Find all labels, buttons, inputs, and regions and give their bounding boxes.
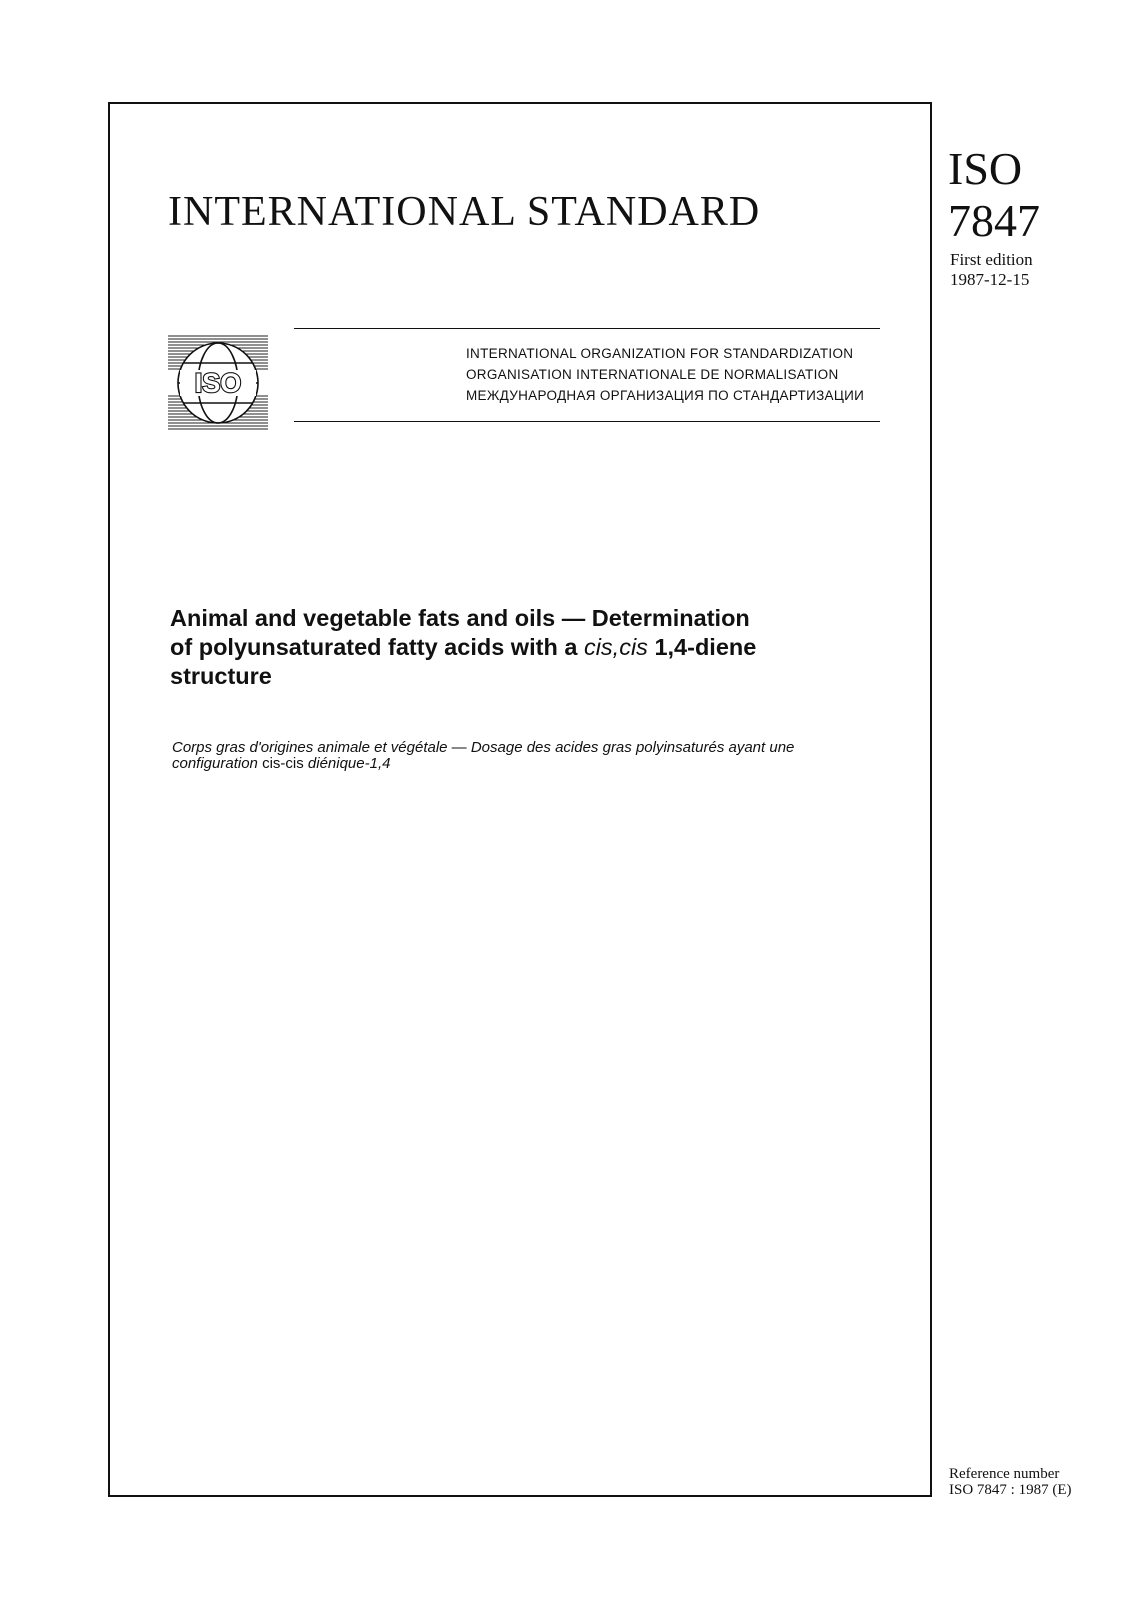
org-name-french: ORGANISATION INTERNATIONALE DE NORMALISATION: [466, 367, 839, 382]
page-frame: [108, 102, 932, 1497]
french-title-cis-cis: cis-cis: [262, 755, 304, 772]
french-title-line-1: Corps gras d'origines animale et végétale — Dosage des acides gras polyinsaturés ayant une: [172, 739, 795, 756]
logo-text: ISO: [194, 368, 242, 398]
org-name-english: INTERNATIONAL ORGANIZATION FOR STANDARDIZATION: [466, 346, 854, 361]
title-line-2b: 1,4-diene: [647, 634, 757, 660]
standard-title: [170, 604, 870, 691]
iso-number: 7847: [948, 195, 1040, 246]
reference-block: [949, 1466, 1072, 1498]
iso-logo: [168, 334, 268, 432]
edition-label: First edition: [950, 250, 1033, 269]
iso-label: ISO: [948, 143, 1023, 194]
header-rule-bottom: [294, 421, 880, 422]
header-rule-top: [294, 328, 880, 329]
title-italic-cis: cis,cis: [583, 634, 648, 660]
title-line-2a: of polyunsaturated fatty acids with a: [170, 634, 584, 660]
french-title-line-2b: diénique-1,4: [303, 755, 391, 772]
title-line-3: structure: [170, 663, 272, 689]
title-line-1: Animal and vegetable fats and oils — Determination: [170, 605, 750, 631]
document-type-heading: INTERNATIONAL STANDARD: [168, 189, 761, 235]
french-title-line-2a: configuration: [172, 755, 263, 772]
edition-info: [950, 250, 1033, 290]
french-title: [172, 740, 872, 772]
reference-number: ISO 7847 : 1987 (E): [949, 1482, 1072, 1498]
reference-label: Reference number: [949, 1466, 1060, 1482]
edition-date: 1987-12-15: [950, 270, 1030, 289]
org-name-russian: МЕЖДУНАРОДНАЯ ОРГАНИЗАЦИЯ ПО СТАНДАРТИЗАЦИИ: [466, 388, 865, 403]
